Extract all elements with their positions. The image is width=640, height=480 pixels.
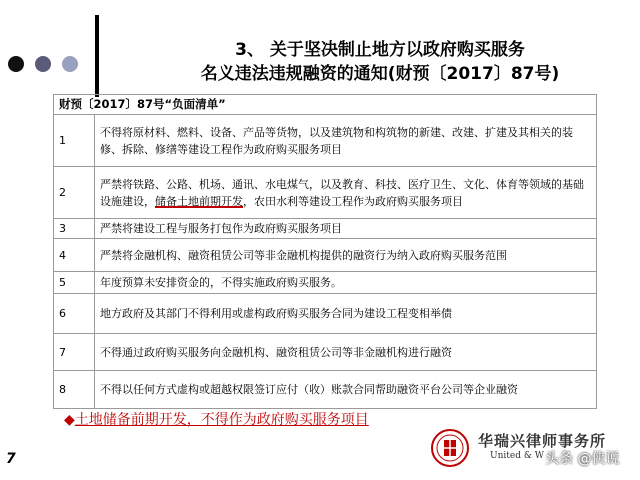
table-header-row [54,95,597,115]
page-number: 7 [6,451,16,467]
row-text: 不得通过政府购买服务向金融机构、融资租赁公司等非金融机构进行融资 [95,334,597,371]
negative-list-table [53,94,597,409]
row-text-post: ，农田水利等建设工程作为政府购买服务项目 [243,194,463,208]
table-row [54,272,597,294]
row-text [95,167,597,219]
table-row [54,371,597,409]
table-row [54,294,597,334]
title-line-2: 名义违法违规融资的通知(财预〔2017〕87号) [200,64,560,84]
table-row [54,115,597,167]
row-text: 严禁将建设工程与服务打包作为政府购买服务项目 [95,219,597,239]
dot-mid [35,56,51,72]
row-text: 地方政府及其部门不得利用或虚构政府购买服务合同为建设工程变相举债 [95,294,597,334]
row-text: 年度预算未安排资金的，不得实施政府购买服务。 [95,272,597,294]
table-row [54,167,597,219]
key-note [64,409,369,429]
row-text: 不得将原材料、燃料、设备、产品等货物，以及建筑物和构筑物的新建、改建、扩建及其相关的装修、拆除、修缮等建设工程作为政府购买服务项目 [95,115,597,167]
row-number: 1 [54,115,95,167]
table-row [54,334,597,371]
row-number: 5 [54,272,95,294]
row-text: 严禁将金融机构、融资租赁公司等非金融机构提供的融资行为纳入政府购买服务范围 [95,239,597,272]
highlighted-phrase: 储备土地前期开发 [155,194,243,208]
diamond-bullet-icon: ◆ [64,412,75,428]
decorative-dots [8,56,98,74]
row-number: 8 [54,371,95,409]
page-title [130,38,630,86]
firm-name-english: United & W [490,451,544,461]
row-number: 6 [54,294,95,334]
watermark: 头条 @侠说 [545,451,620,467]
vertical-divider [95,15,99,97]
dot-dark [8,56,24,72]
row-number: 3 [54,219,95,239]
row-number: 4 [54,239,95,272]
row-text-pre: 严禁将铁路、公路、机场、通讯、水电煤气，以及教育、科技、医疗卫生、文化、体育等领域的基础设施建设， [100,177,584,208]
row-number: 2 [54,167,95,219]
table-row [54,219,597,239]
table-header: 财预〔2017〕87号“负面清单” [54,95,597,115]
firm-name: 华瑞兴律师事务所 [478,432,607,450]
table-row [54,239,597,272]
title-line-1: 3、 关于坚决制止地方以政府购买服务 [235,40,525,60]
row-number: 7 [54,334,95,371]
note-text: 土地储备前期开发，不得作为政府购买服务项目 [74,412,369,428]
dot-light [62,56,78,72]
row-text: 不得以任何方式虚构或超越权限签订应付（收）账款合同帮助融资平台公司等企业融资 [95,371,597,409]
firm-seal-logo-icon [430,428,470,468]
